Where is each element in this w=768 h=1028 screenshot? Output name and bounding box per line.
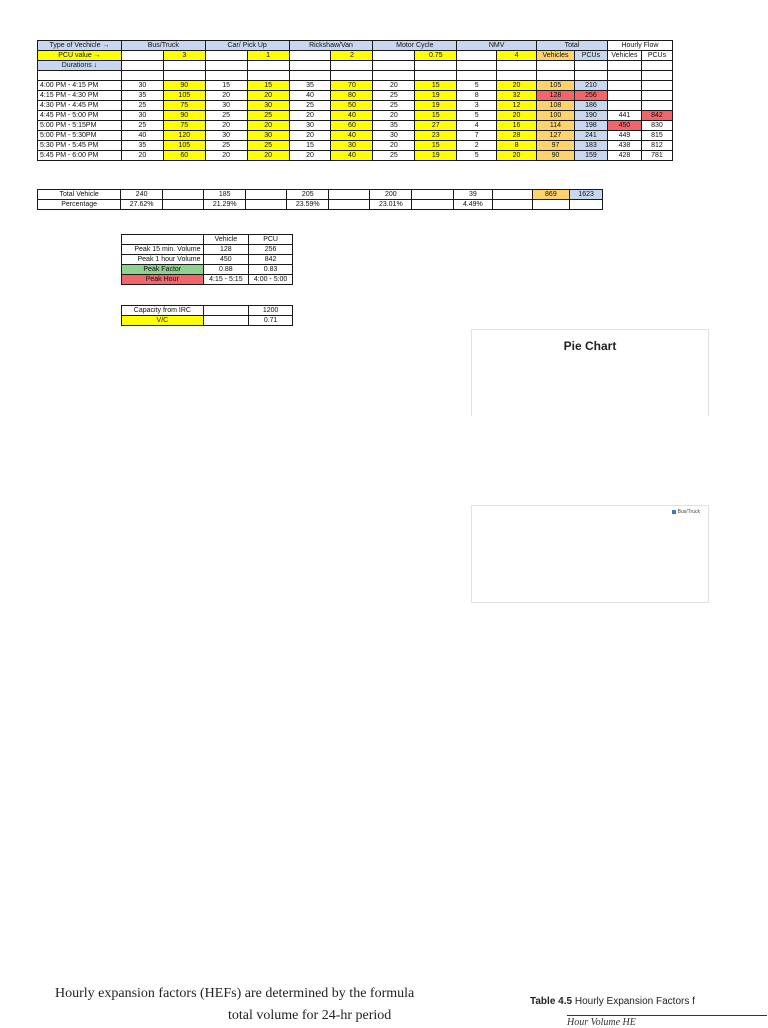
- row-total-pcus: 241: [574, 131, 607, 141]
- peak-hour-volume-vehicle: 450: [203, 255, 249, 265]
- rickshaw-count: 20: [289, 151, 331, 161]
- row-total-pcus: 256: [574, 91, 607, 101]
- group-header-bus-truck: Bus/Truck: [121, 41, 205, 51]
- legend-label: Bus/Truck: [677, 509, 700, 515]
- pcu-value-bus: 3: [163, 51, 205, 61]
- motorcycle-pcu: 27: [415, 121, 457, 131]
- bus-pcu: 60: [163, 151, 205, 161]
- nmv-pcu: 8: [497, 141, 537, 151]
- time-period: 5:45 PM - 6:00 PM: [38, 151, 122, 161]
- row-total-vehicles: 128: [537, 91, 575, 101]
- data-rows: [38, 81, 673, 161]
- header-row-pcu: [38, 51, 673, 61]
- car-pcu: 20: [247, 121, 289, 131]
- time-period: 4:45 PM - 5:00 PM: [38, 111, 122, 121]
- motorcycle-count: 35: [373, 121, 415, 131]
- peak-hour-pcu: 4:00 - 5:00: [249, 275, 293, 285]
- pcu-value-nmv: 4: [497, 51, 537, 61]
- motorcycle-count: 30: [373, 131, 415, 141]
- rickshaw-pcu: 80: [331, 91, 373, 101]
- header-row-durations: [38, 61, 673, 71]
- totals-table: [37, 189, 603, 210]
- rickshaw-pcu: 50: [331, 101, 373, 111]
- motorcycle-count: 25: [373, 91, 415, 101]
- rickshaw-pcu: 40: [331, 131, 373, 141]
- rickshaw-pcu: 30: [331, 141, 373, 151]
- bus-count: 25: [121, 101, 163, 111]
- hourly-vehicles: 438: [607, 141, 641, 151]
- time-period: 5:00 PM - 5:30PM: [38, 131, 122, 141]
- row-total-vehicles: 127: [537, 131, 575, 141]
- hourly-pcus: [641, 81, 672, 91]
- table-row: [38, 81, 673, 91]
- hef-sentence: Hourly expansion factors (HEFs) are determined by the formula: [55, 986, 415, 1001]
- bus-count: 35: [121, 141, 163, 151]
- car-pcu: 20: [247, 91, 289, 101]
- rickshaw-count: 15: [289, 141, 331, 151]
- rickshaw-pcu: 60: [331, 121, 373, 131]
- total-pcus-header: PCUs: [574, 51, 607, 61]
- peak-hour-label: Peak Hour: [122, 275, 204, 285]
- table-row: [38, 91, 673, 101]
- pcu-blank: [289, 51, 331, 61]
- total-motorcycle: 200: [370, 190, 412, 200]
- pie-chart-legend-area[interactable]: [471, 505, 709, 603]
- pcu-value-motorcycle: 0.75: [415, 51, 457, 61]
- total-rickshaw: 205: [287, 190, 329, 200]
- bus-count: 35: [121, 91, 163, 101]
- car-pcu: 20: [247, 151, 289, 161]
- rickshaw-pcu: 40: [331, 111, 373, 121]
- hourly-pcus: 812: [641, 141, 672, 151]
- capacity-row: [122, 306, 293, 316]
- hourly-pcus: 830: [641, 121, 672, 131]
- motorcycle-pcu: 15: [415, 111, 457, 121]
- car-count: 20: [205, 91, 247, 101]
- pcu-blank: [457, 51, 497, 61]
- hourly-pcus-header: PCUs: [641, 51, 672, 61]
- peak-hour-vehicle: 4:15 - 5:15: [203, 275, 249, 285]
- bus-pcu: 75: [163, 121, 205, 131]
- hef-formula-numerator: total volume for 24-hr period: [228, 1008, 392, 1023]
- traffic-volume-table: [37, 40, 673, 161]
- bus-pcu: 105: [163, 91, 205, 101]
- table-row: [38, 131, 673, 141]
- durations-label: Durations ↓: [38, 61, 122, 71]
- peak-hour-volume-label: Peak 1 hour Volume: [122, 255, 204, 265]
- peak-hour-volume-pcu: 842: [249, 255, 293, 265]
- motorcycle-count: 20: [373, 111, 415, 121]
- rickshaw-count: 35: [289, 81, 331, 91]
- peak-factor-pcu: 0.83: [249, 265, 293, 275]
- nmv-pcu: 32: [497, 91, 537, 101]
- car-count: 30: [205, 131, 247, 141]
- legend-swatch-icon: [672, 510, 676, 514]
- vc-label: V/C: [122, 316, 204, 326]
- row-total-pcus: 183: [574, 141, 607, 151]
- table-row: [38, 121, 673, 131]
- group-header-motorcycle: Motor Cycle: [373, 41, 457, 51]
- total-vehicle-label: Total Vehicle: [38, 190, 121, 200]
- table-row: [38, 151, 673, 161]
- percentage-motorcycle: 23.01%: [370, 200, 412, 210]
- percentage-car: 21.29%: [204, 200, 246, 210]
- total-car: 185: [204, 190, 246, 200]
- table-row: [38, 141, 673, 151]
- motorcycle-pcu: 15: [415, 81, 457, 91]
- motorcycle-count: 20: [373, 81, 415, 91]
- rickshaw-count: 40: [289, 91, 331, 101]
- row-total-vehicles: 97: [537, 141, 575, 151]
- hourly-vehicles: [607, 101, 641, 111]
- hourly-vehicles: [607, 81, 641, 91]
- nmv-count: 5: [457, 81, 497, 91]
- nmv-count: 4: [457, 121, 497, 131]
- motorcycle-pcu: 19: [415, 151, 457, 161]
- nmv-pcu: 20: [497, 81, 537, 91]
- car-count: 30: [205, 101, 247, 111]
- table-caption: [530, 996, 768, 1007]
- motorcycle-count: 25: [373, 151, 415, 161]
- row-total-vehicles: 105: [537, 81, 575, 91]
- bus-pcu: 75: [163, 101, 205, 111]
- nmv-count: 7: [457, 131, 497, 141]
- car-count: 25: [205, 111, 247, 121]
- row-total-pcus: 210: [574, 81, 607, 91]
- peak-factor-vehicle: 0.88: [203, 265, 249, 275]
- table-row: [38, 101, 673, 111]
- peak-col-pcu: PCU: [249, 235, 293, 245]
- car-pcu: 30: [247, 131, 289, 141]
- hourly-pcus: 781: [641, 151, 672, 161]
- time-period: 4:15 PM - 4:30 PM: [38, 91, 122, 101]
- peak-header-row: [122, 235, 293, 245]
- peak-factor-label: Peak Factor: [122, 265, 204, 275]
- time-period: 5:00 PM - 5:15PM: [38, 121, 122, 131]
- bus-count: 40: [121, 131, 163, 141]
- row-total-pcus: 186: [574, 101, 607, 111]
- bus-pcu: 90: [163, 81, 205, 91]
- hourly-vehicles: 428: [607, 151, 641, 161]
- bus-pcu: 105: [163, 141, 205, 151]
- car-count: 20: [205, 121, 247, 131]
- nmv-pcu: 12: [497, 101, 537, 111]
- bus-count: 30: [121, 81, 163, 91]
- table-ref-title: Hourly Expansion Factors f: [574, 996, 695, 1007]
- rickshaw-count: 20: [289, 111, 331, 121]
- document-text: [55, 986, 475, 1023]
- group-header-car: Car/ Pick Up: [205, 41, 289, 51]
- nmv-count: 2: [457, 141, 497, 151]
- peak-15-vehicle: 128: [203, 245, 249, 255]
- vc-value: 0.71: [249, 316, 293, 326]
- percentage-nmv: 4.49%: [453, 200, 493, 210]
- peak-15-pcu: 256: [249, 245, 293, 255]
- total-nmv: 39: [453, 190, 493, 200]
- peak-col-vehicle: Vehicle: [203, 235, 249, 245]
- nmv-count: 3: [457, 101, 497, 111]
- grand-total-vehicles: 869: [532, 190, 570, 200]
- row-total-vehicles: 114: [537, 121, 575, 131]
- bus-count: 20: [121, 151, 163, 161]
- rickshaw-pcu: 40: [331, 151, 373, 161]
- nmv-count: 5: [457, 111, 497, 121]
- pcu-value-label: PCU value →: [38, 51, 122, 61]
- nmv-count: 5: [457, 151, 497, 161]
- total-vehicles-header: Vehicles: [537, 51, 575, 61]
- row-total-pcus: 198: [574, 121, 607, 131]
- table-subheader: Hour Volume HE: [567, 1015, 767, 1028]
- vc-row: [122, 316, 293, 326]
- capacity-value: 1200: [249, 306, 293, 316]
- car-count: 20: [205, 151, 247, 161]
- pcu-value-car: 1: [247, 51, 289, 61]
- nmv-pcu: 16: [497, 121, 537, 131]
- row-total-vehicles: 108: [537, 101, 575, 111]
- car-count: 15: [205, 81, 247, 91]
- hourly-pcus: 842: [641, 111, 672, 121]
- rickshaw-pcu: 70: [331, 81, 373, 91]
- motorcycle-count: 20: [373, 141, 415, 151]
- table-row: [38, 111, 673, 121]
- vehicle-type-header: Type of Vechicle →: [38, 41, 122, 51]
- group-header-nmv: NMV: [457, 41, 537, 51]
- row-total-vehicles: 100: [537, 111, 575, 121]
- percentage-rickshaw: 23.59%: [287, 200, 329, 210]
- hourly-vehicles: 449: [607, 131, 641, 141]
- hourly-vehicles: 450: [607, 121, 641, 131]
- spacer-row: [38, 71, 673, 81]
- pie-chart-legend: [672, 509, 700, 515]
- pie-chart-area[interactable]: [471, 329, 709, 416]
- pie-chart-title: Pie Chart: [563, 339, 617, 353]
- time-period: 4:30 PM - 4:45 PM: [38, 101, 122, 111]
- peak-row: [122, 265, 293, 275]
- group-header-rickshaw: Rickshaw/Van: [289, 41, 373, 51]
- pcu-blank: [205, 51, 247, 61]
- peak-row: [122, 255, 293, 265]
- peak-row: [122, 275, 293, 285]
- pcu-value-rickshaw: 2: [331, 51, 373, 61]
- grand-total-pcus: 1623: [570, 190, 603, 200]
- bus-pcu: 90: [163, 111, 205, 121]
- car-pcu: 25: [247, 111, 289, 121]
- bus-count: 25: [121, 121, 163, 131]
- row-total-pcus: 190: [574, 111, 607, 121]
- time-period: 4:00 PM - 4:15 PM: [38, 81, 122, 91]
- motorcycle-pcu: 23: [415, 131, 457, 141]
- row-total-vehicles: 90: [537, 151, 575, 161]
- bus-pcu: 120: [163, 131, 205, 141]
- time-period: 5:30 PM - 5:45 PM: [38, 141, 122, 151]
- car-count: 25: [205, 141, 247, 151]
- hourly-vehicles: 441: [607, 111, 641, 121]
- row-total-pcus: 159: [574, 151, 607, 161]
- table-ref-number: Table 4.5: [530, 996, 573, 1007]
- motorcycle-pcu: 19: [415, 91, 457, 101]
- car-pcu: 15: [247, 81, 289, 91]
- pcu-blank: [373, 51, 415, 61]
- capacity-label: Capacity from IRC: [122, 306, 204, 316]
- nmv-pcu: 20: [497, 111, 537, 121]
- header-row-vehicle-types: [38, 41, 673, 51]
- car-pcu: 30: [247, 101, 289, 111]
- group-header-total: Total: [537, 41, 608, 51]
- peak-15-label: Peak 15 min. Volume: [122, 245, 204, 255]
- total-bus: 240: [121, 190, 163, 200]
- nmv-pcu: 28: [497, 131, 537, 141]
- nmv-pcu: 20: [497, 151, 537, 161]
- rickshaw-count: 30: [289, 121, 331, 131]
- hourly-pcus: 815: [641, 131, 672, 141]
- car-pcu: 25: [247, 141, 289, 151]
- motorcycle-count: 25: [373, 101, 415, 111]
- hourly-vehicles-header: Vehicles: [607, 51, 641, 61]
- motorcycle-pcu: 15: [415, 141, 457, 151]
- peak-row: [122, 245, 293, 255]
- pcu-blank: [121, 51, 163, 61]
- hourly-vehicles: [607, 91, 641, 101]
- group-header-hourly-flow: Hourly Flow: [607, 41, 672, 51]
- percentage-bus: 27.62%: [121, 200, 163, 210]
- percentage-label: Percentage: [38, 200, 121, 210]
- motorcycle-pcu: 19: [415, 101, 457, 111]
- hourly-pcus: [641, 91, 672, 101]
- rickshaw-count: 25: [289, 101, 331, 111]
- rickshaw-count: 20: [289, 131, 331, 141]
- hourly-pcus: [641, 101, 672, 111]
- bus-count: 30: [121, 111, 163, 121]
- peak-table: [121, 234, 293, 285]
- capacity-table: [121, 305, 293, 326]
- percentage-row: [38, 200, 603, 210]
- total-vehicle-row: [38, 190, 603, 200]
- nmv-count: 8: [457, 91, 497, 101]
